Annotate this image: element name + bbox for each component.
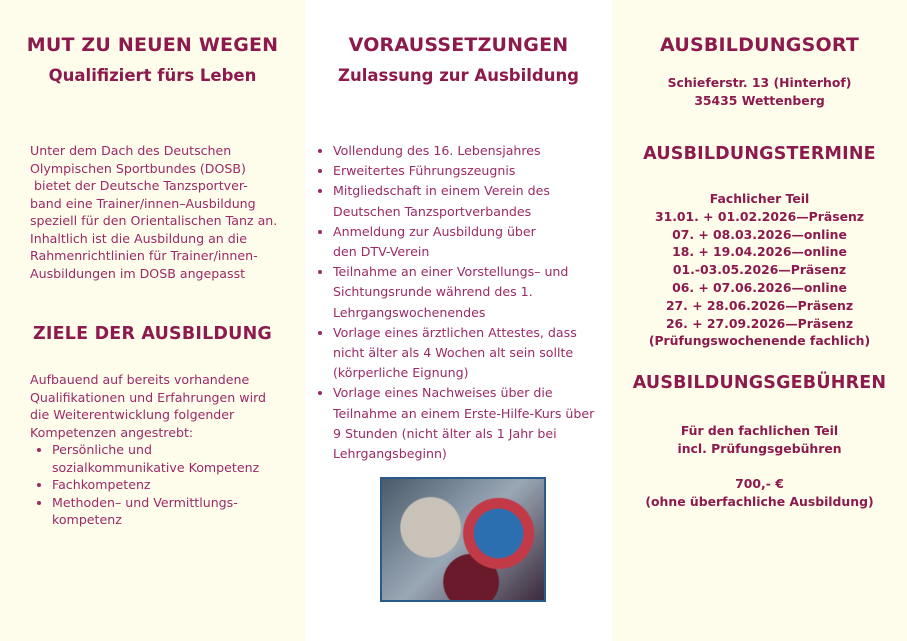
date-line: 26. + 27.09.2026—Präsenz	[665, 315, 854, 331]
price-line: 700,- €	[735, 476, 784, 491]
goals-intro-line: die Weiterentwicklung folgender	[30, 407, 235, 422]
fee-line: Für den fachlichen Teil	[680, 423, 839, 438]
title-mut-zu-neuen-wegen: MUT ZU NEUEN WEGEN	[26, 34, 279, 56]
address-line: 35435 Wettenberg	[694, 92, 825, 108]
price-line: (ohne überfachliche Ausbildung)	[645, 493, 874, 509]
title-voraussetzungen: VORAUSSETZUNGEN	[348, 34, 569, 56]
address-line: Schieferstr. 13 (Hinterhof)	[667, 75, 852, 90]
goal-item: • Methoden– und Vermittlungs- kompetenz	[52, 494, 259, 529]
dates-title: AUSBILDUNGSTERMINE	[643, 144, 876, 164]
intro-line: Inhaltlich ist die Ausbildung an die	[30, 230, 248, 246]
intro-line: Unter dem Dach des Deutschen	[30, 143, 232, 158]
goal-item: • Fachkompetenz	[52, 476, 259, 494]
requirement-item: • Mitgliedschaft in einem Verein des Deutschen Tanzsportverbandes	[333, 181, 594, 221]
date-line: 27. + 28.06.2026—Präsenz	[665, 297, 854, 313]
place-title: AUSBILDUNGSORT	[660, 34, 859, 56]
fees-title: AUSBILDUNGSGEBÜHREN	[632, 373, 887, 393]
subtitle: Qualifiziert fürs Leben	[48, 66, 257, 85]
date-line: 18. + 19.04.2026—online	[672, 244, 847, 260]
photo-dance-costumes	[380, 477, 546, 602]
date-line: 07. + 08.03.2026—online	[672, 226, 847, 242]
goal-item: • Persönliche und sozialkommunikative Kompetenz	[52, 441, 259, 476]
intro-line: Olympischen Sportbundes (DOSB)	[30, 160, 246, 176]
goals-title: ZIELE DER AUSBILDUNG	[33, 324, 272, 344]
intro-line: speziell für den Orientalischen Tanz an.	[30, 213, 278, 228]
subtitle: Zulassung zur Ausbildung	[338, 66, 579, 85]
requirement-item: • Teilnahme an einer Vorstellungs– und Sichtungsrunde während des 1. Lehrgangswochenendes	[333, 262, 594, 323]
panel-right	[612, 0, 907, 641]
goals-intro-line: Aufbauend auf bereits vorhandene	[30, 372, 250, 387]
goals-intro-line: Qualifikationen und Erfahrungen wird	[30, 389, 267, 405]
date-line: Fachlicher Teil	[709, 191, 810, 206]
requirements-list	[311, 141, 594, 464]
fees-text	[612, 422, 907, 458]
fee-line: incl. Prüfungsgebühren	[677, 440, 842, 456]
goals-intro-line: Kompetenzen angestrebt:	[30, 424, 194, 440]
requirement-item: • Vorlage eines Nachweises über die Teilnahme an einem Erste-Hilfe-Kurs über 9 Stunden (nicht älter als 1 Jahr bei Lehrgangsbeginn)	[333, 383, 594, 464]
intro-line: Ausbildungen im DOSB angepasst	[30, 265, 246, 281]
goals-list	[30, 441, 259, 529]
intro-line: bietet der Deutsche Tanzsportver-	[30, 178, 248, 193]
date-line: 31.01. + 01.02.2026—Präsenz	[654, 208, 865, 224]
requirement-item: • Vollendung des 16. Lebensjahres	[333, 141, 594, 161]
date-line: (Prüfungswochenende fachlich)	[648, 333, 871, 349]
dates-list	[612, 190, 907, 350]
address	[612, 74, 907, 110]
price	[612, 475, 907, 511]
date-line: 06. + 07.06.2026—online	[672, 279, 847, 295]
goals-intro	[30, 371, 266, 441]
date-line: 01.-03.05.2026—Präsenz	[672, 262, 847, 278]
requirement-item: • Erweitertes Führungszeugnis	[333, 161, 594, 181]
requirement-item: • Vorlage eines ärztlichen Attestes, dass nicht älter als 4 Wochen alt sein sollte (körperliche Eignung)	[333, 323, 594, 384]
requirement-item: • Anmeldung zur Ausbildung über den DTV-Verein	[333, 222, 594, 262]
intro-text	[30, 142, 277, 282]
intro-line: band eine Trainer/innen–Ausbildung	[30, 195, 256, 211]
panel-left	[0, 0, 305, 641]
intro-line: Rahmenrichtlinien für Trainer/innen-	[30, 248, 258, 263]
